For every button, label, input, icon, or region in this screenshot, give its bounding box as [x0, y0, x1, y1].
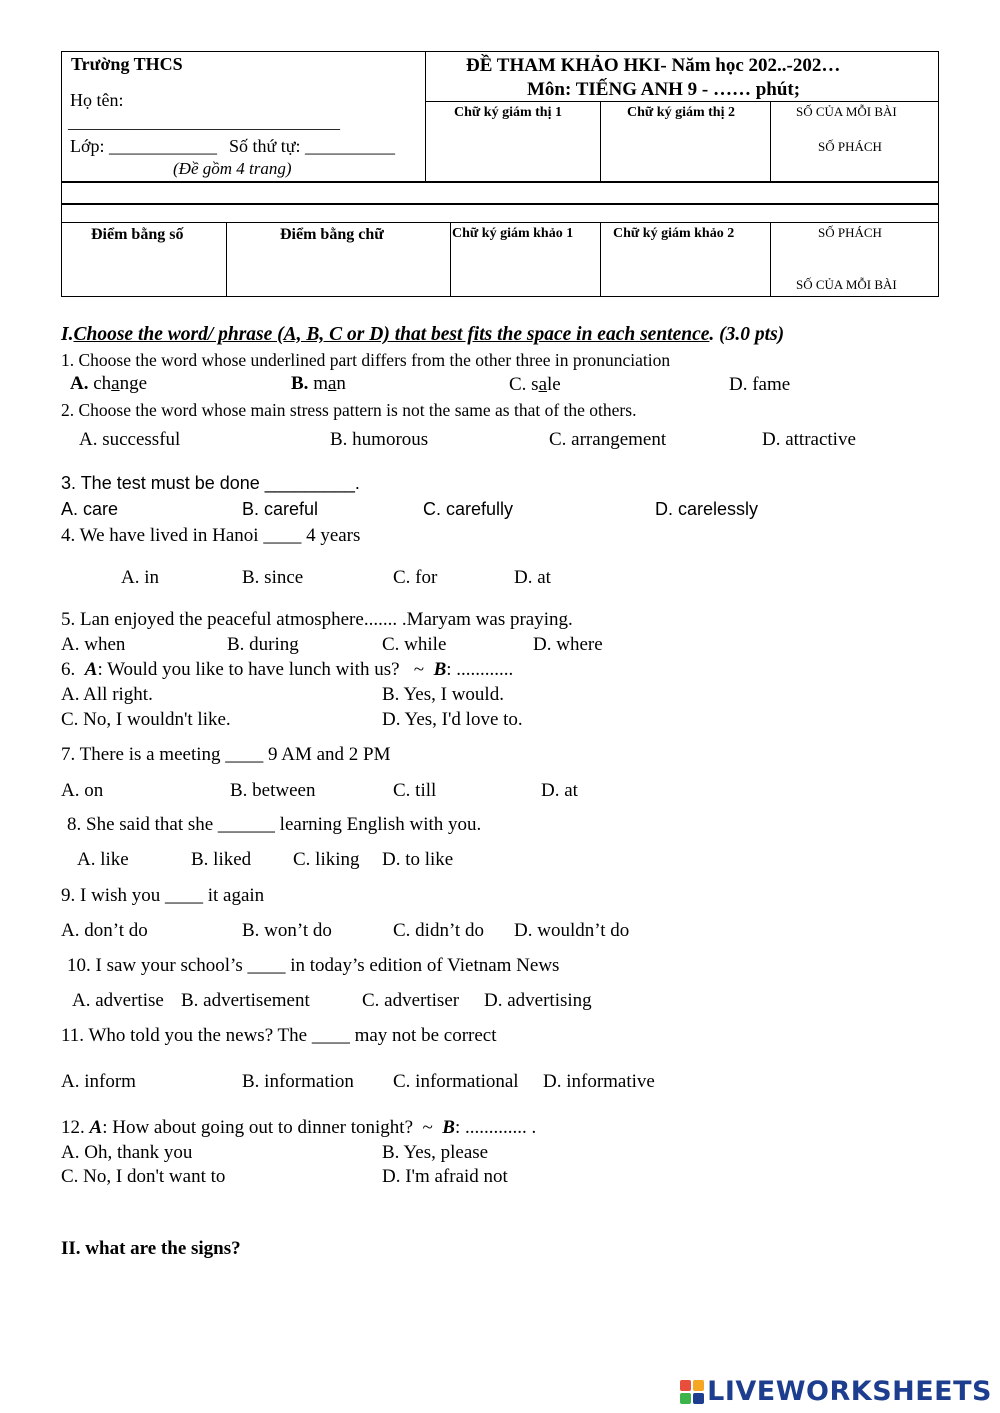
question-6-option-c[interactable]: C. No, I wouldn't like. — [61, 709, 231, 730]
question-5-option-d[interactable]: D. where — [533, 634, 603, 655]
examiner-1-label: Chữ ký giám khảo 1 — [452, 226, 574, 241]
question-7-option-c[interactable]: C. till — [393, 780, 437, 801]
question-5-option-b[interactable]: B. during — [227, 634, 299, 655]
option-text: nge — [119, 373, 148, 394]
code-detach-label: SỐ PHÁCH — [818, 225, 882, 240]
question-5-stem: 5. Lan enjoyed the peaceful atmosphere....... .Maryam was praying. — [61, 609, 573, 630]
question-12-option-b[interactable]: B. Yes, please — [382, 1142, 489, 1163]
question-9-option-c[interactable]: C. didn’t do — [393, 920, 484, 941]
tilde-separator: ~ — [422, 1117, 433, 1138]
question-3-option-c[interactable]: C. carefully — [423, 499, 514, 519]
answer-blank: : ............. . — [454, 1117, 537, 1138]
question-4-stem: 4. We have lived in Hanoi ____ 4 years — [61, 525, 361, 546]
answer-blank: : ............ — [446, 659, 514, 680]
question-number: 12. — [61, 1117, 85, 1138]
pages-note: (Đề gồm 4 trang) — [173, 159, 292, 178]
option-text: C. s — [509, 374, 539, 395]
question-prompt: : How about going out to dinner tonight? — [102, 1117, 414, 1138]
question-8-option-d[interactable]: D. to like — [382, 849, 454, 870]
question-6-stem — [61, 659, 513, 681]
question-8-option-a[interactable]: A. like — [77, 849, 129, 870]
question-7-stem: 7. There is a meeting ____ 9 AM and 2 PM — [61, 744, 391, 765]
tilde-separator: ~ — [413, 659, 425, 680]
question-5-option-c[interactable]: C. while — [382, 634, 447, 655]
divider — [61, 222, 939, 223]
question-2-option-a[interactable]: A. successful — [79, 429, 181, 450]
question-11-option-a[interactable]: A. inform — [61, 1071, 136, 1092]
option-letter: A. — [70, 373, 89, 394]
divider — [770, 222, 771, 297]
question-10-option-a[interactable]: A. advertise — [72, 990, 164, 1011]
speaker-a: A — [89, 1117, 103, 1138]
question-1-stem: 1. Choose the word whose underlined part differs from the other three in pronunciation — [61, 350, 671, 370]
question-8-option-c[interactable]: C. liking — [293, 849, 360, 870]
question-12-option-a[interactable]: A. Oh, thank you — [61, 1142, 193, 1163]
question-4-option-d[interactable]: D. at — [514, 567, 551, 588]
code-detach-label: SỐ PHÁCH — [818, 139, 882, 154]
question-4-option-c[interactable]: C. for — [393, 567, 438, 588]
question-1-option-d[interactable]: D. fame — [729, 374, 791, 395]
question-4-option-b[interactable]: B. since — [242, 567, 304, 588]
code-each-label: SỐ CỦA MỖI BÀI — [796, 277, 897, 292]
question-10-option-d[interactable]: D. advertising — [484, 990, 592, 1011]
section-1-roman: I. — [61, 324, 74, 345]
question-11-stem: 11. Who told you the news? The ____ may not be correct — [61, 1025, 497, 1046]
underlined-letter: a — [111, 373, 120, 394]
question-1-option-b[interactable] — [291, 373, 346, 395]
class-label[interactable]: Lớp: ____________ — [70, 136, 218, 156]
proctor-1-label: Chữ ký giám thị 1 — [454, 105, 562, 120]
cut-strip — [61, 182, 939, 204]
divider — [600, 222, 601, 297]
question-10-option-b[interactable]: B. advertisement — [181, 990, 310, 1011]
name-blank[interactable]: ________________________________ — [68, 113, 340, 132]
question-9-stem: 9. I wish you ____ it again — [61, 885, 265, 906]
question-3-option-d[interactable]: D. carelessly — [655, 499, 759, 519]
divider — [770, 101, 771, 182]
question-10-stem: 10. I saw your school’s ____ in today’s edition of Vietnam News — [67, 955, 560, 976]
score-number-label: Điểm bằng số — [91, 226, 184, 243]
question-3-stem: 3. The test must be done _________. — [61, 473, 360, 493]
question-number: 6. — [61, 659, 76, 680]
option-text: ch — [93, 373, 112, 394]
divider — [226, 222, 227, 297]
divider — [450, 222, 451, 297]
option-text: m — [313, 373, 328, 394]
code-each-label: SỐ CỦA MỖI BÀI — [796, 104, 897, 119]
speaker-a: A — [84, 659, 98, 680]
question-7-option-b[interactable]: B. between — [230, 780, 316, 801]
question-2-option-d[interactable]: D. attractive — [762, 429, 856, 450]
order-number-label[interactable]: Số thứ tự: __________ — [229, 136, 396, 156]
proctor-2-label: Chữ ký giám thị 2 — [627, 105, 735, 120]
question-2-option-b[interactable]: B. humorous — [330, 429, 429, 450]
divider — [425, 101, 939, 102]
section-1-instruction: Choose the word/ phrase (A, B, C or D) that best fits the space in each sentence — [73, 324, 710, 345]
question-3-option-b[interactable]: B. careful — [242, 499, 319, 519]
question-12-option-c[interactable]: C. No, I don't want to — [61, 1166, 226, 1187]
section-1-heading — [61, 324, 784, 346]
question-11-option-d[interactable]: D. informative — [543, 1071, 655, 1092]
question-9-option-a[interactable]: A. don’t do — [61, 920, 148, 941]
speaker-b: B — [442, 1117, 455, 1138]
question-1-option-c[interactable] — [509, 374, 561, 396]
question-5-option-a[interactable]: A. when — [61, 634, 126, 655]
question-6-option-a[interactable]: A. All right. — [61, 684, 153, 705]
subject-line: Môn: TIẾNG ANH 9 - …… phút; — [527, 79, 801, 100]
option-text: n — [336, 373, 346, 394]
question-11-option-c[interactable]: C. informational — [393, 1071, 519, 1092]
question-8-stem: 8. She said that she ______ learning English with you. — [67, 814, 482, 835]
question-prompt: : Would you like to have lunch with us? — [97, 659, 400, 680]
underlined-letter: a — [538, 374, 548, 395]
speaker-b: B — [433, 659, 447, 680]
option-text: le — [547, 374, 561, 395]
liveworksheets-logo — [680, 1376, 992, 1407]
question-2-stem: 2. Choose the word whose main stress pattern is not the same as that of the others. — [61, 400, 637, 420]
underlined-letter: a — [327, 373, 337, 394]
exam-title: ĐỀ THAM KHẢO HKI- Năm học 202..-202… — [466, 55, 841, 76]
examiner-2-label: Chữ ký giám khảo 2 — [613, 226, 735, 241]
question-6-option-b[interactable]: B. Yes, I would. — [382, 684, 504, 705]
question-9-option-d[interactable]: D. wouldn’t do — [514, 920, 630, 941]
question-3-option-a[interactable]: A. care — [61, 499, 119, 519]
logo-mark-icon — [680, 1380, 704, 1404]
question-11-option-b[interactable]: B. information — [242, 1071, 354, 1092]
question-10-option-c[interactable]: C. advertiser — [362, 990, 460, 1011]
question-12-option-d[interactable]: D. I'm afraid not — [382, 1166, 508, 1187]
question-6-option-d[interactable]: D. Yes, I'd love to. — [382, 709, 523, 730]
section-2-heading: II. what are the signs? — [61, 1238, 241, 1259]
option-letter: B. — [291, 373, 309, 394]
question-4-option-a[interactable]: A. in — [121, 567, 159, 588]
school-label: Trường THCS — [71, 54, 183, 74]
divider — [600, 101, 601, 182]
question-8-option-b[interactable]: B. liked — [191, 849, 252, 870]
question-7-option-a[interactable]: A. on — [61, 780, 104, 801]
question-2-option-c[interactable]: C. arrangement — [549, 429, 667, 450]
score-words-label: Điểm bằng chữ — [280, 226, 384, 243]
question-7-option-d[interactable]: D. at — [541, 780, 578, 801]
section-1-points: . (3.0 pts) — [709, 324, 785, 345]
logo-text: LIVEWORKSHEETS — [707, 1376, 992, 1407]
question-12-stem — [61, 1117, 536, 1139]
name-label: Họ tên: — [70, 90, 124, 110]
question-9-option-b[interactable]: B. won’t do — [242, 920, 332, 941]
question-1-option-a[interactable] — [70, 373, 147, 395]
